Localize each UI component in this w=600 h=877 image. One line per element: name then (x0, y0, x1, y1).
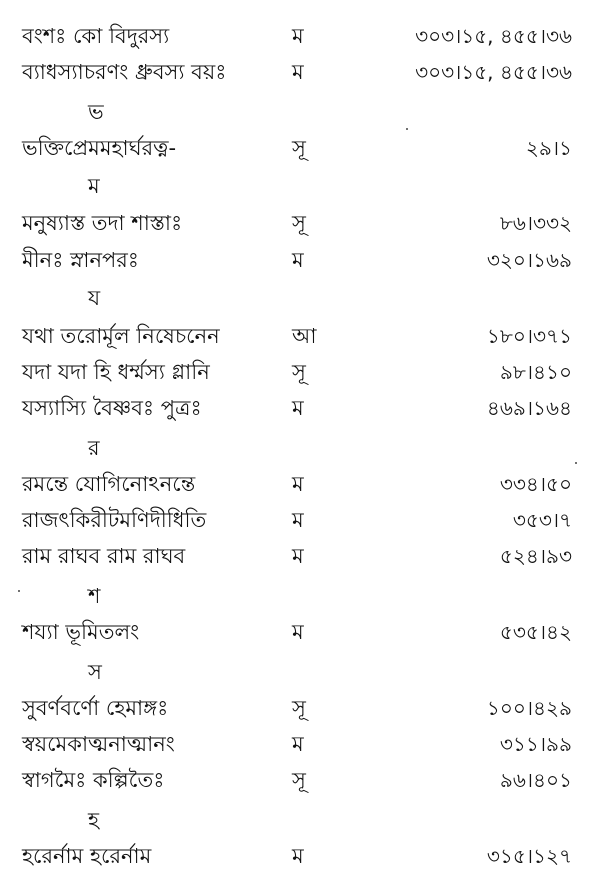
entry-source: ম (292, 620, 304, 644)
section-heading-row (0, 802, 600, 838)
entry-page-reference: ১৮০।৩৭১ (486, 324, 572, 348)
entry-page-reference: ৫২৪।৯৩ (499, 544, 572, 568)
entry-source: ম (292, 248, 304, 272)
entry-page-reference: ৩২০।১৬৯ (486, 248, 572, 272)
entry-term: হরের্নাম হরের্নাম (22, 844, 152, 868)
entry-source: ম (292, 60, 304, 84)
entry-source: ম (292, 24, 304, 48)
index-entry (0, 614, 600, 650)
index-entry (0, 466, 600, 502)
section-heading-row (0, 280, 600, 316)
entry-page-reference: ৫৩৫।৪২ (499, 620, 572, 644)
entry-page-reference: ৩১৫।১২৭ (486, 844, 572, 868)
index-entry (0, 502, 600, 538)
entry-term: যদা যদা হি ধর্ম্মস্য গ্লানি (22, 360, 210, 384)
entry-source: ম (292, 544, 304, 568)
entry-term: ভক্তিপ্রেমমহার্ঘরত্ন- (22, 136, 177, 160)
index-entry (0, 205, 600, 241)
section-heading-row (0, 578, 600, 614)
entry-source: ম (292, 508, 304, 532)
entry-source: সূ (292, 136, 306, 160)
entry-page-reference: ৯৬।৪০১ (499, 768, 572, 792)
entry-page-reference: ৩০৩।১৫, ৪৫৫।৩৬ (415, 24, 572, 48)
index-entry (0, 54, 600, 90)
section-letter: হ (88, 808, 100, 832)
entry-source: সূ (292, 768, 306, 792)
index-entry (0, 538, 600, 574)
entry-term: ব্যাধস্যাচরণং ধ্রুবস্য বয়ঃ (22, 60, 227, 84)
print-speck (406, 128, 408, 130)
entry-term: মনুষ্যাস্ত তদা শাস্তাঃ (22, 211, 183, 235)
entry-term: রাজৎকিরীটমণিদীধিতি (22, 508, 207, 532)
section-letter: ম (88, 174, 100, 198)
entry-source: সূ (292, 696, 306, 720)
entry-source: ম (292, 732, 304, 756)
entry-source: সূ (292, 211, 306, 235)
entry-page-reference: ৪৬৯।১৬৪ (486, 396, 572, 420)
print-speck (18, 590, 20, 592)
index-entry (0, 318, 600, 354)
entry-term: সুবর্ণবর্ণো হেমাঙ্গঃ (22, 696, 169, 720)
entry-term: স্বয়মেকাত্মনাত্মানং (22, 732, 175, 756)
section-letter: শ (88, 584, 101, 608)
entry-term: বংশঃ কো বিদুরস্য (22, 24, 170, 48)
entry-page-reference: ৩৫৩।৭ (512, 508, 572, 532)
index-entry (0, 690, 600, 726)
index-entry (0, 18, 600, 54)
entry-page-reference: ৩৩৪।৫০ (499, 472, 572, 496)
entry-page-reference: ৩১১।৯৯ (499, 732, 572, 756)
index-entry (0, 762, 600, 798)
entry-page-reference: ১০০।৪২৯ (486, 696, 572, 720)
entry-term: রাম রাঘব রাম রাঘব (22, 544, 186, 568)
section-heading-row (0, 430, 600, 466)
index-entry (0, 242, 600, 278)
entry-source: ম (292, 472, 304, 496)
entry-source: ম (292, 396, 304, 420)
entry-term: যথা তরোর্মূল নিষেচনেন (22, 324, 220, 348)
entry-term: যস্যাস্যি বৈষ্ণবঃ পুত্রঃ (22, 396, 202, 420)
section-letter: র (88, 436, 100, 460)
section-heading-row (0, 654, 600, 690)
entry-page-reference: ২৯।১ (525, 136, 572, 160)
index-entry (0, 726, 600, 762)
section-letter: স (88, 660, 102, 684)
section-letter: ভ (88, 100, 104, 124)
entry-page-reference: ৯৮।৪১০ (499, 360, 572, 384)
index-entry (0, 130, 600, 166)
entry-source: আ (292, 324, 317, 348)
entry-term: স্বাগমৈঃ কল্পিতৈঃ (22, 768, 165, 792)
entry-term: মীনঃ স্নানপরঃ (22, 248, 140, 272)
entry-source: সূ (292, 360, 306, 384)
entry-term: শয্যা ভূমিতলং (22, 620, 140, 644)
entry-term: রমন্তে যোগিনোঽনন্তে (22, 472, 196, 496)
section-heading-row (0, 168, 600, 204)
section-letter: য (88, 286, 101, 310)
index-entry (0, 390, 600, 426)
entry-source: ম (292, 844, 304, 868)
entry-page-reference: ৮৬।৩৩২ (499, 211, 572, 235)
entry-page-reference: ৩০৩।১৫, ৪৫৫।৩৬ (415, 60, 572, 84)
index-entry (0, 354, 600, 390)
print-speck (575, 462, 577, 464)
section-heading-row (0, 94, 600, 130)
index-entry (0, 838, 600, 874)
